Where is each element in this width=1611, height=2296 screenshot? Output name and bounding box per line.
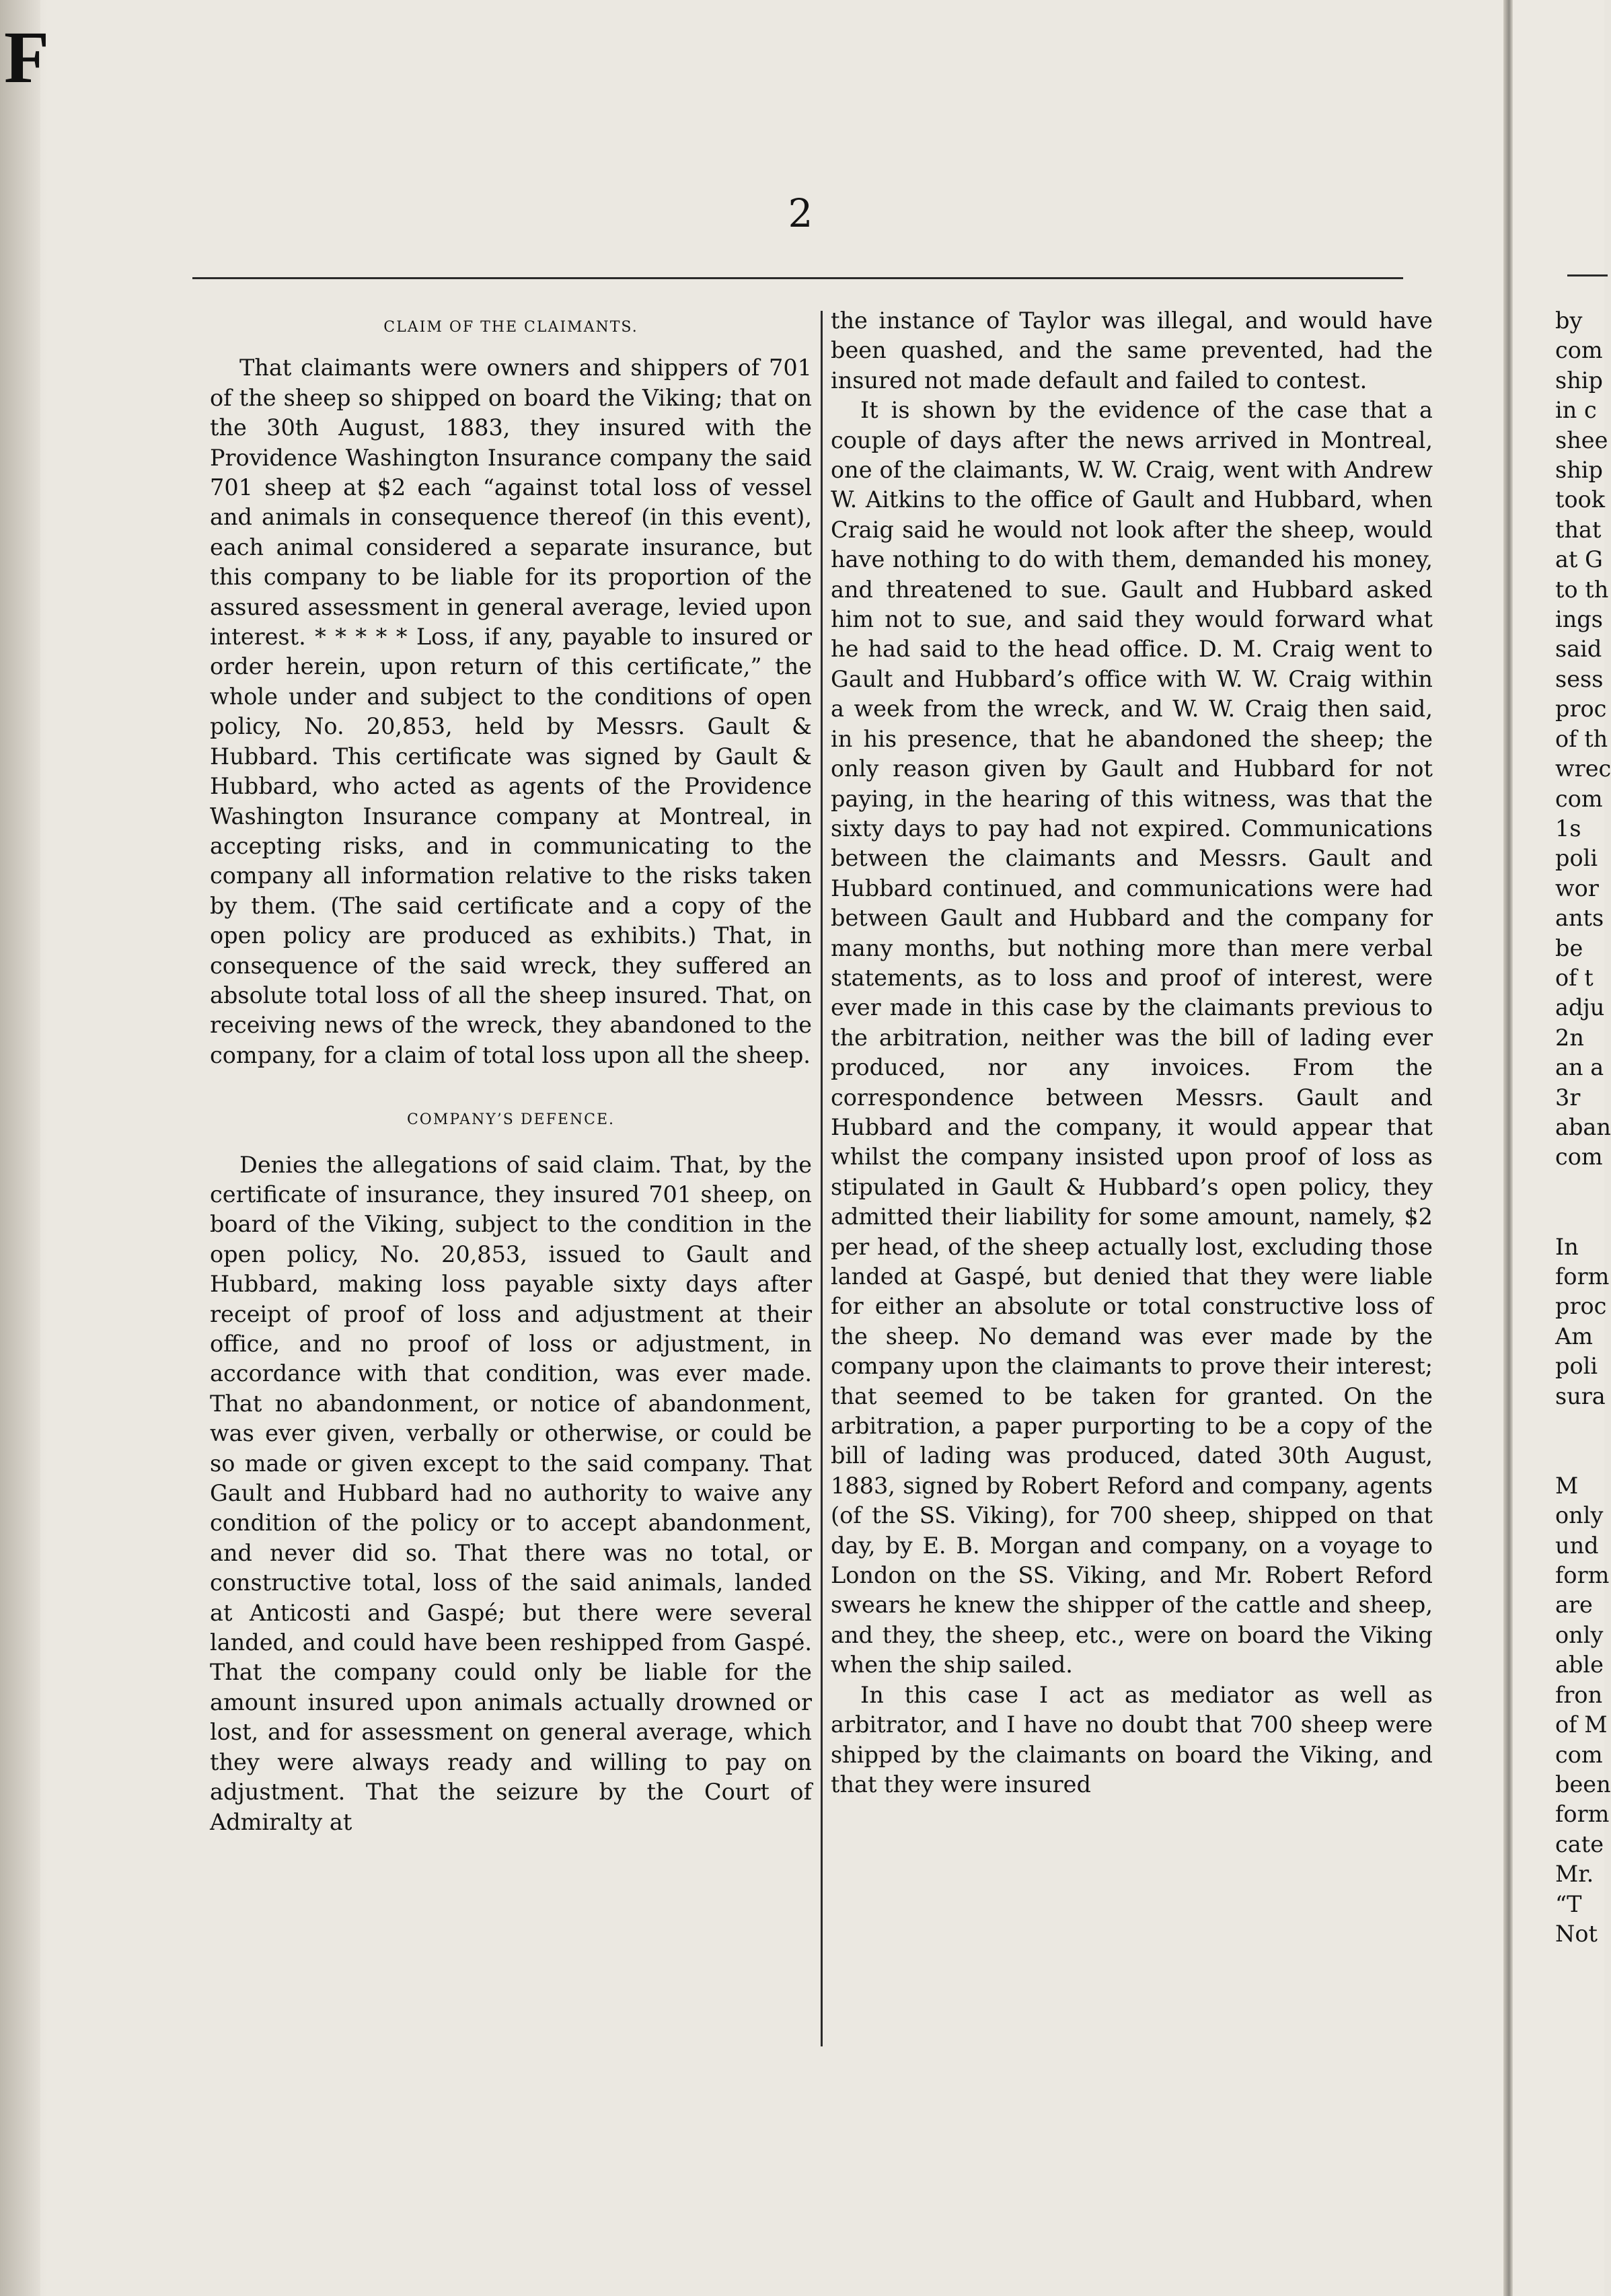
next-page-fragment: [1555, 1441, 1609, 1471]
next-page-fragment: ship: [1555, 457, 1603, 484]
next-page-rule: [1567, 274, 1608, 276]
next-page-fragment: in c: [1555, 397, 1597, 424]
next-page-fragment: wrec: [1555, 755, 1611, 782]
next-page-fragment: ship: [1555, 367, 1603, 394]
header-rule: [192, 277, 1403, 279]
next-page-fragment: by: [1555, 307, 1583, 334]
next-page-fragment: 2n: [1555, 1024, 1584, 1051]
next-page-fragment: [1555, 1173, 1609, 1202]
next-page-fragment: of M: [1555, 1711, 1608, 1738]
next-page-fragment: adju: [1555, 994, 1605, 1021]
page-number: 2: [788, 190, 813, 236]
next-page-fragments: [1555, 306, 1609, 1949]
left-column: [210, 306, 812, 1837]
next-page-fragment: M: [1555, 1472, 1579, 1499]
next-page-fragment: an a: [1555, 1054, 1604, 1081]
next-page-fragment: of th: [1555, 725, 1608, 752]
page-fold: [1503, 0, 1513, 2296]
next-page-fragment: be: [1555, 934, 1583, 961]
next-page-fragment: only: [1555, 1621, 1604, 1648]
next-page-fragment: [1555, 1411, 1609, 1441]
next-page-fragment: 1s: [1555, 815, 1581, 842]
next-page-fragment: proc: [1555, 1293, 1607, 1320]
next-page-fragment: com: [1555, 1144, 1603, 1171]
next-page-fragment: [1555, 1202, 1609, 1232]
next-page-fragment: Mr.: [1555, 1861, 1594, 1888]
column-divider: [821, 311, 823, 2046]
next-page-fragment: form: [1555, 1263, 1610, 1290]
defence-heading: COMPANY’S DEFENCE.: [406, 1111, 615, 1129]
next-page-fragment: 3r: [1555, 1084, 1581, 1111]
next-page-fragment: Not: [1555, 1920, 1598, 1947]
next-page-fragment: proc: [1555, 696, 1607, 723]
next-page-fragment: “T: [1555, 1890, 1582, 1917]
right-paragraph-3: In this case I act as mediator as well as arbitrator, and I have no doubt that 700 sheep were shipped by the claimants on board the Viking, and that they were insured: [831, 1681, 1433, 1798]
next-page-fragment: Am: [1555, 1323, 1593, 1349]
next-page-fragment: com: [1555, 785, 1603, 812]
next-page-fragment: took: [1555, 486, 1606, 513]
next-page-fragment: cate: [1555, 1830, 1604, 1857]
claim-heading: CLAIM OF THE CLAIMANTS.: [383, 319, 638, 336]
next-page-fragment: poli: [1555, 845, 1598, 872]
next-page-fragment: und: [1555, 1532, 1599, 1559]
next-page-fragment: com: [1555, 1741, 1603, 1768]
next-page-fragment: said: [1555, 636, 1602, 663]
next-page-fragment: that: [1555, 516, 1602, 543]
right-paragraph-1: the instance of Taylor was illegal, and would have been quashed, and the same prevented, had the insured not made default and failed to contest.: [831, 307, 1433, 394]
next-page-fragment: form: [1555, 1562, 1610, 1589]
corner-mark: F: [4, 16, 50, 98]
right-paragraph-2: It is shown by the evidence of the case that a couple of days after the news arrived in Montreal, one of the claimants, W. W. Craig, went with Andrew W. Aitkins to the office of Gault and Hubbard, when Craig said he would not look after the sheep, would have nothing to do with them, demanded his money, and threatened to sue. Gault and Hubbard asked him not to sue, and said they would forward what he had said to the head office. D. M. Craig went to Gault and Hubbard’s office with W. W. Craig within a week from the wreck, and W. W. Craig then said, in his presence, that he abandoned the sheep; the only reason given by Gault and Hubbard for not paying, in the hearing of this witness, was that the sixty days to pay had not expired. Communications between the claimants and Messrs. Gault and Hubbard continued, and communications were had between Gault and Hubbard and the company for many months, but nothing more than mere verbal statements, as to loss and proof of interest, were ever made in this case by the claimants previous to the arbitration, neither was the bill of lading ever produced, nor any invoices. From the correspondence between Messrs. Gault and Hubbard and the company, it would appear that whilst the company insisted upon proof of loss as stipulated in Gault & Hubbard’s open policy, they admitted their liability for some amount, namely, $2 per head, of the sheep actually lost, excluding those landed at Gaspé, but denied that they were liable for either an absolute or total constructive loss of the sheep. No demand was ever made by the company upon the claimants to prove their interest; that seemed to be taken for granted. On the arbitration, a paper purporting to be a copy of the bill of lading was produced, dated 30th August, 1883, signed by Robert Reford and company, agents (of the SS. Viking), for 700 sheep, shipped on that day, by E. B. Morgan and company, on a voyage to London on the SS. Viking, and Mr. Robert Reford swears he knew the shipper of the cattle and sheep, and they, the sheep, etc., were on board the Viking when the ship sailed.: [831, 397, 1433, 1678]
next-page-fragment: ants: [1555, 905, 1604, 932]
next-page-fragment: only: [1555, 1502, 1604, 1529]
next-page-fragment: aban: [1555, 1113, 1611, 1140]
next-page-fragment: are: [1555, 1592, 1593, 1619]
right-column: [831, 306, 1433, 1800]
next-page-fragment: sess: [1555, 665, 1604, 692]
next-page-fragment: to th: [1555, 576, 1609, 603]
next-page-fragment: poli: [1555, 1353, 1598, 1380]
next-page-fragment: wor: [1555, 875, 1599, 901]
next-page-fragment: In: [1555, 1233, 1579, 1260]
claim-paragraph: That claimants were owners and shippers of 701 of the sheep so shipped on board the Viking; that on the 30th August, 1883, they insured with the Providence Washington Insurance company the said 701 sheep at $2 each “against total loss of vessel and animals in consequence thereof (in this event), each animal considered a separate insurance, but this company to be liable for its proportion of the assured assessment in general average, levied upon interest. * * * * * Loss, if any, payable to insured or order herein, upon return of this certificate,” the whole under and subject to the conditions of open policy, No. 20,853, held by Messrs. Gault & Hubbard. This certificate was signed by Gault & Hubbard, who acted as agents of the Providence Washington Insurance company at Montreal, in accepting risks, and in communicating to the company all information relative to the risks taken by them. (The said certificate and a copy of the open policy are produced as exhibits.) That, in consequence of the said wreck, they suffered an absolute total loss of all the sheep insured. That, on receiving news of the wreck, they abandoned to the company, for a claim of total loss upon all the sheep.: [210, 355, 812, 1068]
next-page-fragment: form: [1555, 1801, 1610, 1828]
next-page-fragment: ings: [1555, 606, 1603, 633]
next-page-fragment: sura: [1555, 1382, 1606, 1409]
next-page-fragment: able: [1555, 1652, 1604, 1678]
next-page-fragment: fron: [1555, 1681, 1603, 1708]
next-page-fragment: of t: [1555, 964, 1594, 991]
defence-paragraph: Denies the allegations of said claim. That, by the certificate of insurance, they insured 701 sheep, on board of the Viking, subject to the condition in the open policy, No. 20,853, issued to Gault and Hubbard, making loss payable sixty days after receipt of proof of loss and adjustment at their office, and no proof of loss or adjustment, in accordance with that condition, was ever made. That no abandonment, or notice of abandonment, was ever given, verbally or otherwise, or could be so made or given except to the said company. That Gault and Hubbard had no authority to waive any condition of the policy or to accept abandonment, and never did so. That there was no total, or constructive total, loss of the said animals, landed at Anticosti and Gaspé; but there were several landed, and could have been reshipped from Gaspé. That the company could only be liable for the amount insured upon animals actually drowned or lost, and for assessment on general average, which they were always ready and willing to pay on adjustment. That the seizure by the Court of Admiralty at: [210, 1151, 812, 1835]
left-gutter-shadow: [0, 0, 40, 2296]
next-page-fragment: at G: [1555, 546, 1603, 573]
next-page-fragment: shee: [1555, 427, 1608, 453]
next-page-fragment: com: [1555, 337, 1603, 364]
next-page-fragment: been: [1555, 1771, 1611, 1798]
